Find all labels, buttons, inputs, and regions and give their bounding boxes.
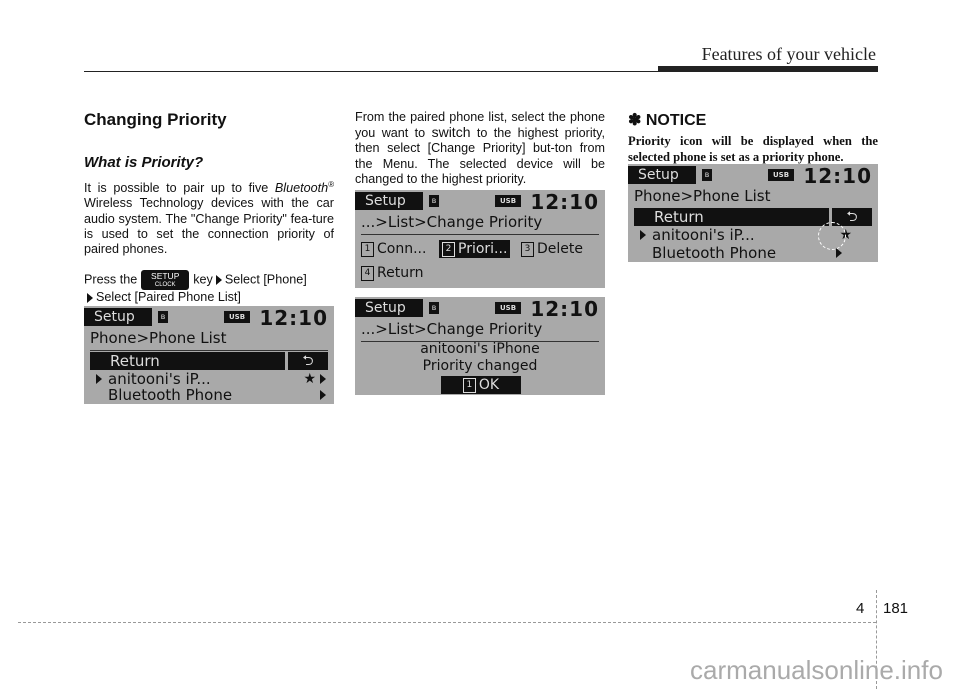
clock: 12:10 <box>803 164 872 188</box>
breadcrumb: ...>List>Change Priority <box>361 213 543 231</box>
header-title: Features of your vehicle <box>701 44 876 64</box>
bluetooth-icon: ʙ <box>429 195 439 207</box>
setup-tab: Setup <box>355 192 423 210</box>
list-item[interactable]: anitooni's iP... ★ <box>90 370 328 388</box>
notice-body: Priority icon will be displayed when the selected phone is set as a priority phone. <box>628 134 878 164</box>
clock: 12:10 <box>530 297 599 321</box>
list-item[interactable]: Bluetooth Phone <box>90 386 328 404</box>
setup-clock-key: SETUP CLOCK <box>141 270 189 290</box>
chapter-number: 4 <box>856 600 865 617</box>
usb-icon: USB <box>768 169 794 181</box>
return-row[interactable]: Return ⮌ <box>634 208 872 226</box>
setup-tab: Setup <box>355 299 423 317</box>
arrow-right-icon <box>96 374 102 384</box>
footer-rule <box>18 622 876 623</box>
status-message: Priority changed <box>422 358 538 374</box>
arrow-right-icon <box>320 374 326 384</box>
option-priority[interactable]: 2 Priori... <box>439 240 510 258</box>
usb-icon: USB <box>224 311 250 323</box>
arrow-right-icon <box>216 275 222 285</box>
section-title: Changing Priority <box>84 110 227 129</box>
arrow-right-icon <box>87 293 93 303</box>
clock: 12:10 <box>530 190 599 214</box>
list-item[interactable]: Bluetooth Phone <box>634 244 872 262</box>
divider <box>361 234 599 235</box>
setup-tab: Setup <box>628 166 696 184</box>
clock: 12:10 <box>259 306 328 330</box>
notice-title: ✽ NOTICE <box>628 112 707 129</box>
paragraph-intro: It is possible to pair up to five Bluetooth® Wireless Technology devices with the car audio system. The "Change Priority" fea-ture is used to set the connection priority of paired phones. <box>84 180 334 256</box>
ok-button[interactable]: 1 OK <box>441 376 521 394</box>
breadcrumb: Phone>Phone List <box>90 329 227 347</box>
change-priority-menu-screen <box>355 190 605 288</box>
star-icon: ★ <box>303 371 316 387</box>
priority-changed-screen <box>355 297 605 395</box>
breadcrumb: Phone>Phone List <box>634 187 771 205</box>
list-item[interactable]: anitooni's iP... ★ <box>634 226 872 244</box>
star-icon: ★ <box>839 227 852 243</box>
setup-tab: Setup <box>84 308 152 326</box>
return-row[interactable]: Return ⮌ <box>90 352 328 370</box>
paragraph-instructions: From the paired phone list, select the phone you want to switch to the highest priority, then select [Change Priority] but-ton from the Menu. The selected device will be changed to the highest priority. <box>355 110 605 186</box>
section-subtitle: What is Priority? <box>84 154 204 171</box>
divider <box>90 350 328 351</box>
notice-phone-list-screen <box>628 164 878 262</box>
bluetooth-icon: ʙ <box>429 302 439 314</box>
phone-name: anitooni's iPhone <box>420 341 540 357</box>
arrow-right-icon <box>836 248 842 258</box>
back-icon[interactable]: ⮌ <box>829 208 872 226</box>
page-number: 181 <box>883 600 909 617</box>
header-rule-thick <box>658 66 878 72</box>
watermark: carmanualsonline.info <box>690 655 943 685</box>
priority-highlight-circle <box>818 222 846 250</box>
breadcrumb: ...>List>Change Priority <box>361 320 543 338</box>
arrow-right-icon <box>640 230 646 240</box>
option-return[interactable]: 4 Return <box>361 264 423 282</box>
paragraph-steps: Press the SETUP CLOCK key Select [Phone] Select [Paired Phone List] <box>84 271 307 304</box>
usb-icon: USB <box>495 302 521 314</box>
phone-list-screen <box>84 306 334 404</box>
back-icon[interactable]: ⮌ <box>285 352 328 370</box>
bluetooth-icon: ʙ <box>702 169 712 181</box>
option-delete[interactable]: 3 Delete <box>521 240 583 258</box>
bluetooth-icon: ʙ <box>158 311 168 323</box>
arrow-right-icon <box>320 390 326 400</box>
option-connect[interactable]: 1 Conn... <box>361 240 426 258</box>
usb-icon: USB <box>495 195 521 207</box>
